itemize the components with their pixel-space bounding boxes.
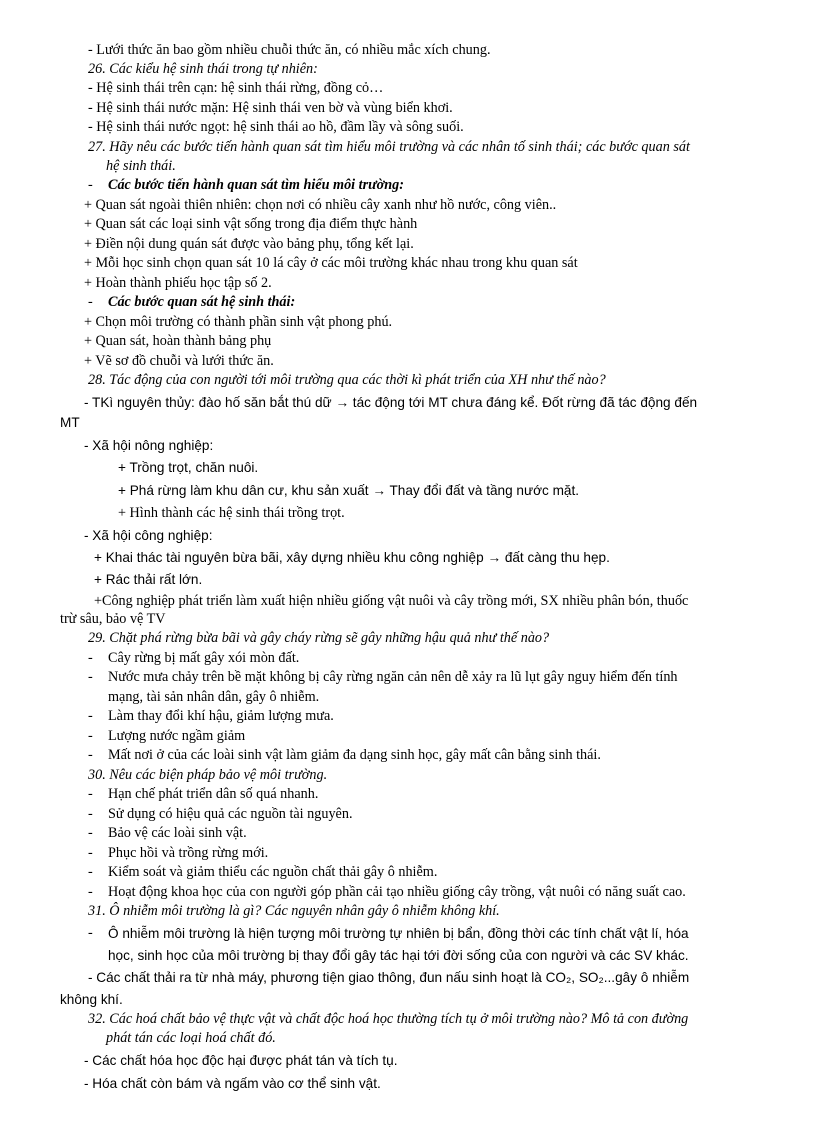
text-line: - Lưới thức ăn bao gồm nhiều chuỗi thức ăn, có nhiều mắc xích chung. bbox=[88, 42, 491, 58]
list-item: Cây rừng bị mất gây xói mòn đất. bbox=[108, 650, 300, 666]
text-line: - TKì nguyên thủy: đào hố săn bắt thú dữ → tác động tới MT chưa đáng kể. Đốt rừng đã tác động đến bbox=[84, 395, 698, 410]
text-line: - Hóa chất còn bám và ngấm vào cơ thể sinh vật. bbox=[84, 1076, 381, 1091]
list-item: Hạn chế phát triển dân số quá nhanh. bbox=[108, 786, 319, 802]
bullet-dash: - bbox=[88, 177, 93, 193]
list-item: Bảo vệ các loài sinh vật. bbox=[108, 825, 247, 841]
list-item: Phục hồi và trồng rừng mới. bbox=[108, 845, 269, 861]
list-item: Hoạt động khoa học của con người góp phần cải tạo nhiều giống cây trồng, vật nuôi có năng suất cao. bbox=[108, 884, 686, 900]
text-line: + Trồng trọt, chăn nuôi. bbox=[118, 460, 259, 475]
list-item: Làm thay đổi khí hậu, giảm lượng mưa. bbox=[108, 708, 334, 724]
text-line: + Hình thành các hệ sinh thái trồng trọt. bbox=[118, 505, 345, 521]
question-26: 26. Các kiểu hệ sinh thái trong tự nhiên: bbox=[88, 61, 318, 77]
list-item: Nước mưa chảy trên bề mặt không bị cây rừng ngăn cản nên dễ xảy ra lũ lụt gây nguy hiểm đến tính bbox=[108, 669, 678, 685]
text-line: + Chọn môi trường có thành phần sinh vật phong phú. bbox=[84, 314, 393, 330]
list-item-cont: học, sinh học của môi trường bị thay đổi gây tác hại tới đời sống của con người và các SV khác. bbox=[108, 948, 689, 963]
bullet-dash: - bbox=[88, 845, 93, 861]
text-line: - Các chất thải ra từ nhà máy, phương tiện giao thông, đun nấu sinh hoạt là CO₂, SO₂...gây ô nhiễm bbox=[88, 970, 690, 985]
text-line: - Xã hội nông nghiệp: bbox=[84, 438, 214, 453]
text-line: + Quan sát các loại sinh vật sống trong địa điểm thực hành bbox=[84, 216, 418, 232]
text-line: + Quan sát, hoàn thành bảng phụ bbox=[84, 333, 272, 349]
subheading: Các bước tiến hành quan sát tìm hiểu môi trường: bbox=[108, 177, 404, 193]
bullet-dash: - bbox=[88, 747, 93, 763]
bullet-dash: - bbox=[88, 825, 93, 841]
question-29: 29. Chặt phá rừng bừa bãi và gây cháy rừng sẽ gây những hậu quả như thế nào? bbox=[88, 630, 550, 646]
bullet-dash: - bbox=[88, 728, 93, 744]
bullet-dash: - bbox=[88, 925, 93, 941]
list-item: Sử dụng có hiệu quả các nguồn tài nguyên. bbox=[108, 806, 353, 822]
text-line: + Vẽ sơ đồ chuỗi và lưới thức ăn. bbox=[84, 353, 274, 369]
bullet-dash: - bbox=[88, 708, 93, 724]
list-item: Ô nhiễm môi trường là hiện tượng môi trường tự nhiên bị bẩn, đồng thời các tính chất vật lí, hóa bbox=[108, 926, 689, 941]
text-line: + Phá rừng làm khu dân cư, khu sản xuất → Thay đổi đất và tầng nước mặt. bbox=[118, 483, 580, 498]
bullet-dash: - bbox=[88, 884, 93, 900]
question-32: 32. Các hoá chất bảo vệ thực vật và chất độc hoá học thường tích tụ ở môi trường nào? Mô tả con đường bbox=[88, 1011, 689, 1027]
text-line: +Công nghiệp phát triển làm xuất hiện nhiều giống vật nuôi và cây trồng mới, SX nhiều phân bón, thuốc bbox=[94, 593, 689, 609]
text-line: - Hệ sinh thái trên cạn: hệ sinh thái rừng, đồng cỏ… bbox=[88, 80, 384, 96]
list-item: Lượng nước ngầm giảm bbox=[108, 728, 246, 744]
text-line: không khí. bbox=[60, 992, 123, 1007]
text-line: + Điền nội dung quán sát được vào bảng phụ, tổng kết lại. bbox=[84, 236, 414, 252]
text-line: + Khai thác tài nguyên bừa bãi, xây dựng nhiều khu công nghiệp → đất càng thu hẹp. bbox=[94, 550, 610, 565]
question-30: 30. Nêu các biện pháp bảo vệ môi trường. bbox=[88, 767, 328, 783]
text-line: + Quan sát ngoài thiên nhiên: chọn nơi có nhiều cây xanh như hồ nước, công viên.. bbox=[84, 197, 557, 213]
bullet-dash: - bbox=[88, 806, 93, 822]
question-32-cont: phát tán các loại hoá chất đó. bbox=[106, 1030, 276, 1046]
text-line: + Rác thải rất lớn. bbox=[94, 572, 203, 587]
question-27-cont: hệ sinh thái. bbox=[106, 158, 176, 174]
list-item-cont: mạng, tài sản nhân dân, gây ô nhiễm. bbox=[108, 689, 320, 705]
text-line: - Các chất hóa học độc hại được phát tán và tích tụ. bbox=[84, 1053, 398, 1068]
subheading: Các bước quan sát hệ sinh thái: bbox=[108, 294, 296, 310]
bullet-dash: - bbox=[88, 669, 93, 685]
text-line: - Hệ sinh thái nước mặn: Hệ sinh thái ven bờ và vùng biển khơi. bbox=[88, 100, 453, 116]
text-line: + Mỗi học sinh chọn quan sát 10 lá cây ở các môi trường khác nhau trong khu quan sát bbox=[84, 255, 578, 271]
list-item: Kiểm soát và giảm thiểu các nguồn chất thải gây ô nhiễm. bbox=[108, 864, 438, 880]
bullet-dash: - bbox=[88, 864, 93, 880]
text-line: - Hệ sinh thái nước ngọt: hệ sinh thái ao hồ, đầm lầy và sông suối. bbox=[88, 119, 464, 135]
bullet-dash: - bbox=[88, 786, 93, 802]
question-28: 28. Tác động của con người tới môi trường qua các thời kì phát triển của XH như thế nào? bbox=[88, 372, 606, 388]
text-line: trừ sâu, bảo vệ TV bbox=[60, 611, 166, 627]
text-line: + Hoàn thành phiếu học tập số 2. bbox=[84, 275, 272, 291]
question-31: 31. Ô nhiễm môi trường là gì? Các nguyên nhân gây ô nhiễm không khí. bbox=[88, 903, 500, 919]
bullet-dash: - bbox=[88, 650, 93, 666]
text-line: - Xã hội công nghiệp: bbox=[84, 528, 213, 543]
text-line: MT bbox=[60, 415, 80, 430]
question-27: 27. Hãy nêu các bước tiến hành quan sát tìm hiểu môi trường và các nhân tố sinh thái; các bước quan sát bbox=[88, 139, 690, 155]
list-item: Mất nơi ở của các loài sinh vật làm giảm đa dạng sinh học, gây mất cân bằng sinh thái. bbox=[108, 747, 601, 763]
bullet-dash: - bbox=[88, 294, 93, 310]
